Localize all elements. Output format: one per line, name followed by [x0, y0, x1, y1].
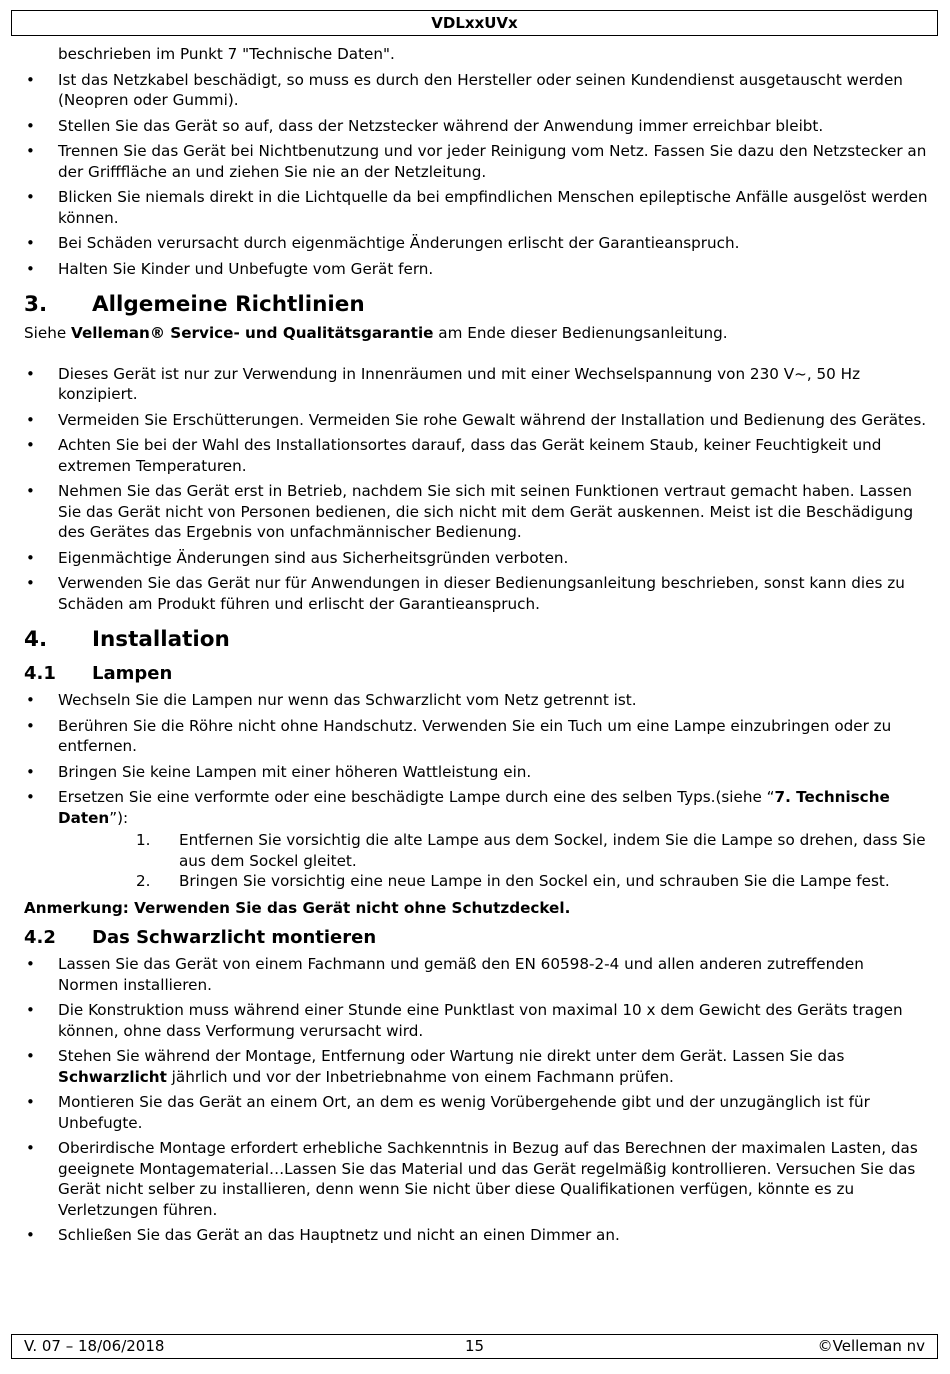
bullet-icon: • [26, 116, 35, 135]
bullet-icon: • [26, 259, 35, 278]
copyright-label: ©Velleman nv [817, 1337, 925, 1355]
section-3-heading: 3. Allgemeine Richtlinien [24, 292, 365, 317]
list-item: • Trennen Sie das Gerät bei Nichtbenutzung und vor jeder Reinigung vom Netz. Fassen Sie dazu den Netzstecker an der Grifffläche an und ziehen Sie nie an der Netzleitung. [26, 142, 927, 181]
list-item: • Verwenden Sie das Gerät nur für Anwendungen in dieser Bedienungsanleitung beschrieben, sonst kann dies zu Schäden am Produkt führen und erlischt der Garantieanspruch. [26, 574, 905, 613]
list-item: • Stehen Sie während der Montage, Entfernung oder Wartung nie direkt unter dem Gerät. Lassen Sie das Schwarzlicht jährlich und vor der Inbetriebnahme von einem Fachmann prüfen. [26, 1047, 845, 1086]
list-item: • Ersetzen Sie eine verformte oder eine beschädigte Lampe durch eine des selben Typs.(siehe “7. Technische Daten”): [26, 788, 890, 827]
bullet-icon: • [26, 1001, 35, 1019]
section-4-1-bullet-list [24, 690, 929, 828]
bullet-icon: • [26, 574, 35, 592]
list-item: • Achten Sie bei der Wahl des Installationsortes darauf, dass das Gerät keinem Staub, keiner Feuchtigkeit und extremen Temperaturen. [26, 436, 882, 475]
list-item: • Bei Schäden verursacht durch eigenmächtige Änderungen erlischt der Garantieanspruch. [26, 234, 740, 252]
bullet-icon: • [26, 1139, 35, 1157]
page-number: 15 [464, 1337, 485, 1355]
list-item: • Halten Sie Kinder und Unbefugte vom Gerät fern. [26, 259, 434, 278]
list-item: • Nehmen Sie das Gerät erst in Betrieb, nachdem Sie sich mit seinen Funktionen vertraut gemacht haben. Lassen Sie das Gerät nicht von Personen bedienen, die sich nicht mit dem Gerät auskennen. Meist ist die Beschädigung des Gerätes das Ergebnis von unfachmännischer Bedienung. [26, 482, 914, 541]
bullet-icon: • [26, 716, 35, 735]
bullet-icon: • [26, 955, 35, 973]
list-item: • Ist das Netzkabel beschädigt, so muss es durch den Hersteller oder seinen Kundendienst ausgetauscht werden (Neopren oder Gummi). [26, 70, 903, 109]
bullet-icon: • [26, 188, 35, 206]
list-item: • Wechseln Sie die Lampen nur wenn das Schwarzlicht vom Netz getrennt ist. [26, 691, 637, 709]
page-header [11, 10, 938, 36]
bullet-icon: • [26, 762, 35, 781]
bullet-icon: • [26, 1047, 35, 1065]
list-item: • Eigenmächtige Änderungen sind aus Sicherheitsgründen verboten. [26, 548, 569, 567]
section-4-2-bullet-list [24, 954, 929, 1246]
bullet-icon: • [26, 788, 35, 806]
intro-bullet-list [24, 70, 929, 280]
section-3-intro: Siehe Velleman® Service- und Qualitätsgarantie am Ende dieser Bedienungsanleitung. [24, 324, 728, 342]
note: Anmerkung: Verwenden Sie das Gerät nicht ohne Schutzdeckel. [24, 898, 571, 917]
bullet-icon: • [26, 1226, 35, 1244]
document-code: VDLxxUVx [431, 14, 518, 32]
bullet-icon: • [26, 691, 35, 709]
bullet-icon: • [26, 234, 35, 252]
bullet-icon: • [26, 482, 35, 500]
list-item: • Schließen Sie das Gerät an das Hauptnetz und nicht an einen Dimmer an. [26, 1226, 620, 1244]
version-label: V. 07 – 18/06/2018 [24, 1337, 165, 1355]
list-item: • Vermeiden Sie Erschütterungen. Vermeiden Sie rohe Gewalt während der Installation und Bedienung des Gerätes. [26, 410, 927, 429]
list-item: • Berühren Sie die Röhre nicht ohne Handschutz. Verwenden Sie ein Tuch um eine Lampe einzubringen oder zu entfernen. [26, 716, 892, 755]
section-3-bullet-list [24, 364, 929, 615]
list-item: • Bringen Sie keine Lampen mit einer höheren Wattleistung ein. [26, 762, 532, 781]
section-4-2-heading: 4.2 Das Schwarzlicht montieren [24, 927, 377, 948]
continued-text: beschrieben im Punkt 7 "Technische Daten". [58, 45, 395, 63]
bullet-icon: • [26, 142, 35, 160]
bullet-icon: • [26, 1093, 35, 1111]
list-item: • Montieren Sie das Gerät an einem Ort, an dem es wenig Vorübergehende gibt und der unzugänglich ist für Unbefugte. [26, 1093, 870, 1132]
page-content [24, 44, 929, 1251]
list-item: • Die Konstruktion muss während einer Stunde eine Punktlast von maximal 10 x dem Gewicht des Geräts tragen können, ohne dass Verformung verursacht wird. [26, 1001, 903, 1040]
bullet-icon: • [26, 548, 35, 567]
bullet-icon: • [26, 70, 35, 89]
section-4-1-heading: 4.1 Lampen [24, 663, 173, 684]
page-footer [11, 1334, 938, 1359]
bullet-icon: • [26, 436, 35, 454]
bullet-icon: • [26, 364, 35, 383]
list-item: • Blicken Sie niemals direkt in die Lichtquelle da bei empfindlichen Menschen epileptische Anfälle ausgelöst werden können. [26, 188, 928, 227]
list-item: • Oberirdische Montage erfordert erhebliche Sachkenntnis in Bezug auf das Berechnen der maximalen Lasten, das geeignete Montagematerial…Lassen Sie das Material und das Gerät regelmäßig kontrollieren. Versuchen Sie das Gerät nicht selber zu installieren, denn wenn Sie nicht über diese Qualifikationen verfügen, könnte es zu Verletzungen führen. [26, 1139, 918, 1219]
list-item: • Lassen Sie das Gerät von einem Fachmann und gemäß den EN 60598-2-4 und allen anderen zutreffenden Normen installieren. [26, 955, 864, 994]
list-item: • Stellen Sie das Gerät so auf, dass der Netzstecker während der Anwendung immer erreichbar bleibt. [26, 116, 824, 135]
lamp-replacement-steps [24, 830, 929, 892]
step-item: 2. Bringen Sie vorsichtig eine neue Lampe in den Sockel ein, und schrauben Sie die Lampe fest. [136, 872, 890, 890]
section-4-heading: 4. Installation [24, 627, 230, 652]
bullet-icon: • [26, 410, 35, 429]
step-item: 1. Entfernen Sie vorsichtig die alte Lampe aus dem Sockel, indem Sie die Lampe so drehen, dass Sie aus dem Sockel gleitet. [136, 831, 926, 870]
list-item: • Dieses Gerät ist nur zur Verwendung in Innenräumen und mit einer Wechselspannung von 230 V~, 50 Hz konzipiert. [26, 364, 861, 403]
